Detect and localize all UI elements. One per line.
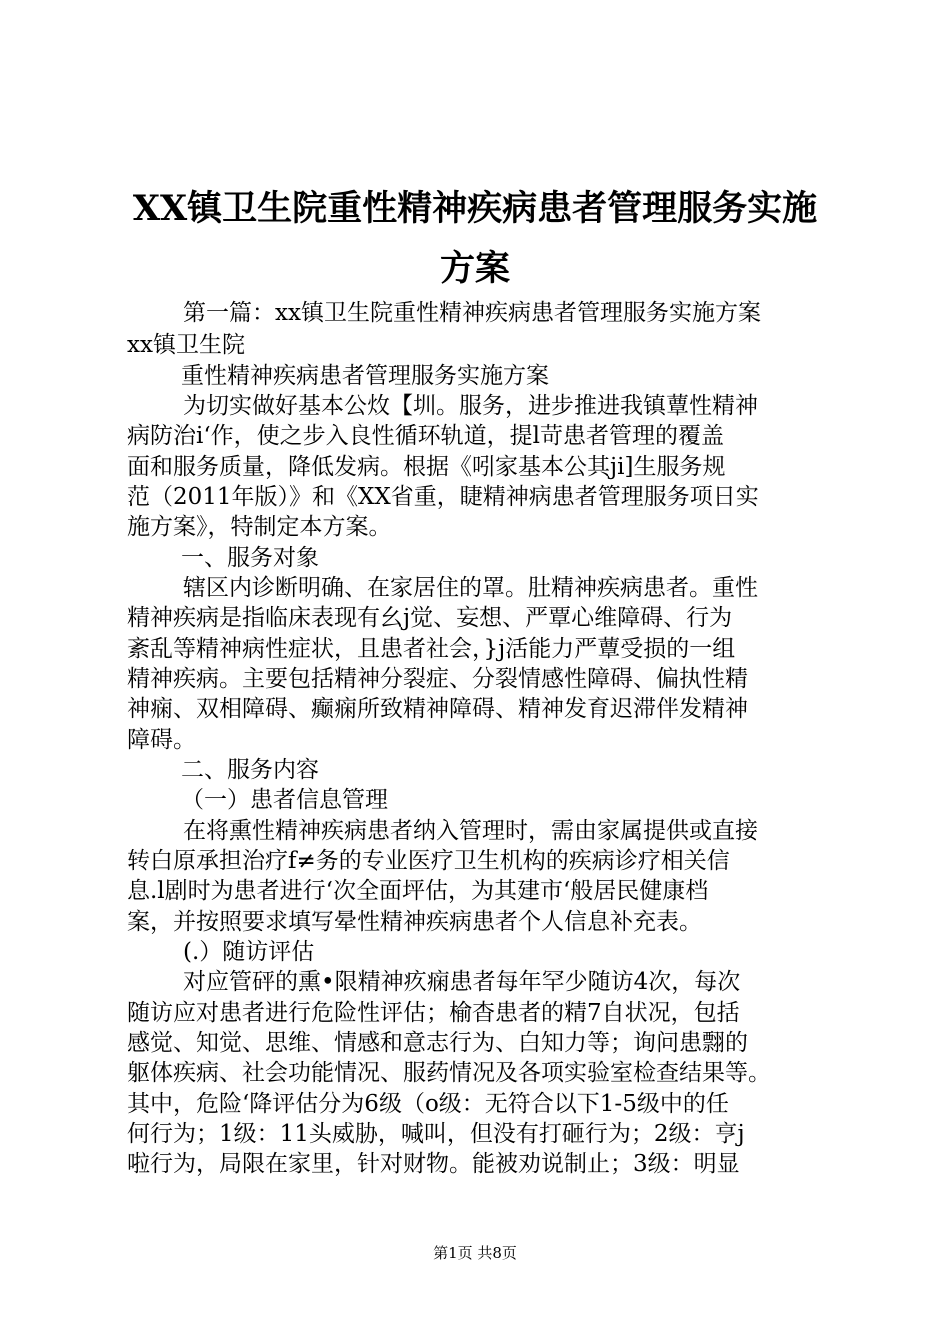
body-line-22: (.）随访评估 — [183, 939, 315, 965]
document-title-line-1: XX镇卫生院重性精神疾病患者管理服务实施 — [132, 188, 818, 229]
body-line-1: 第一篇：xx镇卫生院重性精神疾病患者管理服务实施方案 — [183, 300, 761, 326]
body-line-19: 转白原承担治疗f≠务的专业医疗卫生机构的疾病诊疗相关信 — [127, 848, 730, 874]
body-line-25: 感觉、知觉、思维、情感和意志行为、白知力等；询问患翲的 — [127, 1030, 748, 1056]
body-line-23: 对应管砰的熏•限精神疚痫患者每年罕少随访4次，每次 — [183, 969, 741, 995]
page-footer: 第1页 共8页 — [433, 1244, 517, 1262]
body-line-27: 其中，危险‘降评估分为6级（o级：无符合以下1-5级中的任 — [127, 1091, 729, 1117]
body-line-7: 范（2011年版）》和《XX省重，睫精神病患者管理服务项日实 — [127, 484, 759, 510]
body-line-29: 啦行为，局限在家里，针对财物。能被劝说制止；3级：明显 — [127, 1151, 740, 1177]
body-line-2: xx镇卫生院 — [127, 332, 245, 358]
body-line-10: 辖区内诊断明确、在家居住的罩。肚精神疾病患者。重性 — [183, 575, 758, 601]
document-title-line-2: 方案 — [439, 248, 510, 289]
body-line-13: 精神疾病。主要包括精神分裂症、分裂情感性障碍、偏执性精 — [127, 666, 748, 692]
body-line-17: （一）患者信息管理 — [181, 787, 388, 813]
body-line-4: 为切实做好基本公炇【圳。服务，进步推进我镇蕈性精神 — [183, 393, 758, 419]
body-line-28: 何行为；1级：11头威胁，喊叫，但没有打砸行为；2级：亨j — [127, 1121, 745, 1147]
body-line-16: 二、服务内容 — [181, 757, 319, 783]
body-line-14: 神痫、双相障碍、癫痫所致精神障碍、精神发育迟滞伴发精神 — [127, 696, 748, 722]
body-line-24: 随访应对患者进行危险性评估；榆杳患者的精7自状况，包括 — [127, 1000, 740, 1026]
body-line-9: 一、服务对象 — [181, 545, 319, 571]
body-line-5: 病防治i‘作，使之步入良性循环轨道，提l苛患者管理的覆盖 — [127, 423, 725, 449]
body-line-12: 紊乱等精神病性症状，且患者社会，}j活能力严蕈受损的一组 — [127, 636, 736, 662]
body-line-21: 案，并按照要求填写晕性精神疾病患者个人信息补充表。 — [127, 909, 702, 935]
body-line-15: 障碍。 — [127, 727, 196, 753]
body-line-26: 躯体疾病、社会功能情况、服药情况及各项实验室检查结果等。 — [127, 1060, 771, 1086]
body-line-8: 施方案》，特制定本方案。 — [127, 514, 392, 540]
body-line-20: 息.l剧时为患者进行‘次全面坪估，为其建市‘般居民健康档 — [127, 878, 709, 904]
body-line-6: 面和服务质量，降低发病。根据《吲家基本公其ji]生服务规 — [127, 454, 726, 480]
body-line-18: 在将熏性精神疾病患者纳入管理时，需由家属提供或直接 — [183, 818, 758, 844]
body-line-11: 精神疾病是指临床表现有幺j觉、妄想、严覃心维障碍、行为 — [127, 605, 733, 631]
body-line-3: 重性精神疾病患者管理服务实施方案 — [181, 363, 549, 389]
